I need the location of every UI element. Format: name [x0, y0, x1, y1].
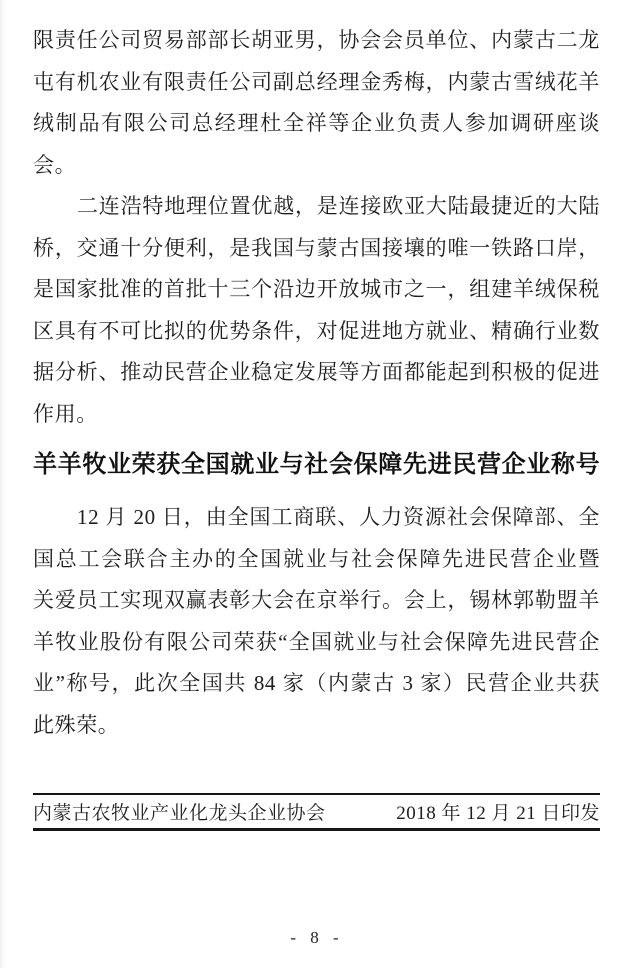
document-body — [33, 20, 600, 746]
footer-row — [33, 795, 600, 828]
text-line: 国总工会联合主办的全国就业与社会保障先进民营企业暨 — [33, 546, 600, 571]
paragraph-erlianhaote-location — [33, 186, 600, 435]
text-line: 限责任公司贸易部部长胡亚男，协会会员单位、内蒙古二龙 — [33, 28, 600, 52]
text-line: 桥，交通十分便利，是我国与蒙古国接壤的唯一铁路口岸， — [33, 235, 600, 260]
footer-rule-bottom — [33, 828, 600, 831]
text-line: 是国家批准的首批十三个沿边开放城市之一，组建羊绒保税 — [33, 277, 600, 301]
text-line: 区具有不可比拟的优势条件，对促进地方就业、精确行业数 — [33, 318, 600, 343]
text-line: 12 月 20 日，由全国工商联、人力资源社会保障部、全 — [77, 505, 600, 529]
footer-print-date: 2018 年 12 月 21 日印发 — [396, 803, 600, 824]
text-line: 据分析、推动民营企业稳定发展等方面都能起到积极的促进 — [33, 360, 600, 384]
text-line: 屯有机农业有限责任公司副总经理金秀梅，内蒙古雪绒花羊 — [33, 69, 600, 94]
text-line: 作用。 — [33, 401, 98, 426]
document-footer — [33, 793, 600, 831]
page-number: - 8 - — [290, 928, 344, 947]
paragraph-award-news — [33, 497, 600, 746]
text-line: 此殊荣。 — [33, 712, 120, 737]
text-line: 关爱员工实现双赢表彰大会在京举行。会上，锡林郭勒盟羊 — [33, 588, 600, 612]
text-line: 绒制品有限公司总经理杜全祥等企业负责人参加调研座谈 — [33, 111, 600, 135]
text-line: 业”称号，此次全国共 84 家（内蒙古 3 家）民营企业共获 — [33, 671, 600, 695]
text-line: 羊牧业股份有限公司荣获“全国就业与社会保障先进民营企 — [33, 629, 600, 654]
text-line: 二连浩特地理位置优越，是连接欧亚大陆最捷近的大陆 — [77, 194, 600, 218]
footer-issuer: 内蒙古农牧业产业化龙头企业协会 — [33, 803, 326, 824]
paragraph-meeting-attendees — [33, 20, 600, 186]
text-line: 会。 — [33, 152, 77, 177]
article-heading: 羊羊牧业荣获全国就业与社会保障先进民营企业称号 — [33, 452, 600, 478]
